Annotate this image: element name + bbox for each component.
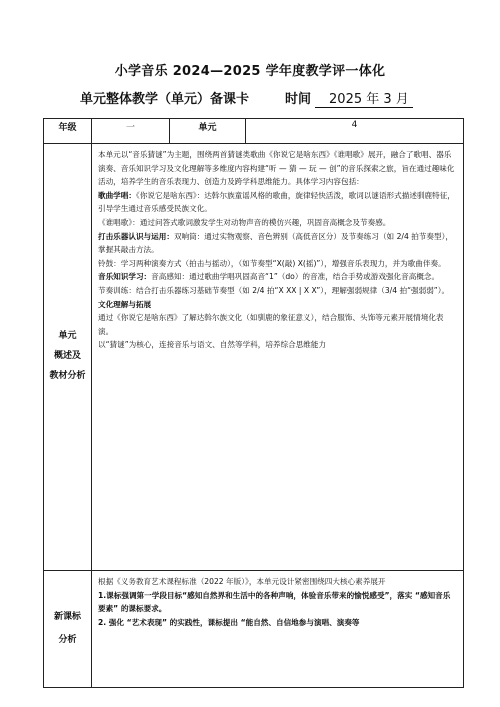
grade-value: 一 (92, 119, 170, 144)
rhythm-paragraph: 节奏训练：结合打击乐器练习基础节奏型（如 2/4 拍“X XX | X X”），理解强弱规律（3/4 拍“强弱弱”）。 (98, 285, 450, 295)
unit-label: 单元 (170, 119, 246, 144)
card-title: 单元整体教学（单元）备课卡 (80, 92, 250, 107)
standards-intro: 根据《义务教育艺术课程标准（2022 年版）》，本单元设计紧密围绕四大核心素养展开 (98, 577, 386, 586)
knowledge-paragraph: 音乐知识学习：音高感知：通过歌曲学唱巩固高音“1”（do）的音准，结合手势或游戏强化音高概念。 (98, 272, 440, 282)
unit-value: 4 (246, 119, 464, 144)
standards-label: 新课标 分析 (44, 571, 92, 688)
grade-label: 年级 (44, 119, 92, 144)
standards-content (92, 571, 464, 688)
standards-item-2: 2. 强化 “艺术表现” 的实践性，课标提出 “能自然、自信地参与演唱、演奏等 (98, 617, 360, 627)
time-label: 时间 (285, 92, 312, 107)
overview-intro: 本单元以“音乐猜谜”为主题，围绕两首猜谜类歌曲《你说它是啥东西》《谁唱歌》展开，融合了歌唱、器乐演奏、音乐知识学习及文化理解等多维度内容构建“听 — 猜 — 玩 — 创”的音乐探索之旅，旨在通过趣味化活动，培养学生的音乐表现力、创造力及跨学科思维能力。具体学习内容包括： (98, 150, 455, 187)
core-paragraph: 以“猜谜”为核心，连接音乐与语文、自然等学科，培养综合思维能力 (98, 340, 327, 350)
culture-paragraph: 通过《你说它是啥东西》了解达斡尔族文化（如驯鹿的象征意义），结合服饰、头饰等元素开展情境化表演。 (98, 313, 444, 336)
page-title: 小学音乐 2024—2025 学年度教学评一体化 (114, 64, 386, 79)
overview-label: 单元 概述及 教材分析 (44, 144, 92, 571)
tambourine-paragraph: 铃鼓：学习两种演奏方式（拍击与摇动），（如节奏型“X(敲) X(摇)”），增强音乐表现力，并为歌曲伴奏。 (98, 258, 446, 268)
lesson-card-table (43, 118, 464, 688)
song-paragraph: 歌曲学唱：《你说它是啥东西》：达斡尔族童谣风格的歌曲，旋律轻快活泼，歌词以谜语形式描述驯鹿特征，引导学生通过音乐感受民族文化。 (98, 190, 455, 214)
overview-content (92, 144, 464, 571)
song2-paragraph: 《谁唱歌》：通过问答式歌词激发学生对动物声音的模仿兴趣，巩固音高概念及节奏感。 (98, 217, 391, 227)
overview-row (44, 144, 464, 571)
grade-row (44, 119, 464, 144)
time-value: 2025 年 3 月 (315, 88, 413, 108)
culture-heading: 文化理解与拓展 (98, 299, 152, 309)
standards-item-1: 1.课标强调第一学段目标“感知自然界和生活中的各种声响，体验音乐带来的愉悦感受”，落实 “感知音乐要素” 的课标要求。 (98, 590, 451, 614)
card-subtitle (80, 88, 413, 108)
percussion-paragraph: 打击乐器认识与运用：双响筒：通过实物观察、音色辨别（高低音区分）及节奏练习（如 2/4 拍节奏型），掌握其敲击方法。 (98, 231, 453, 255)
standards-row (44, 571, 464, 688)
